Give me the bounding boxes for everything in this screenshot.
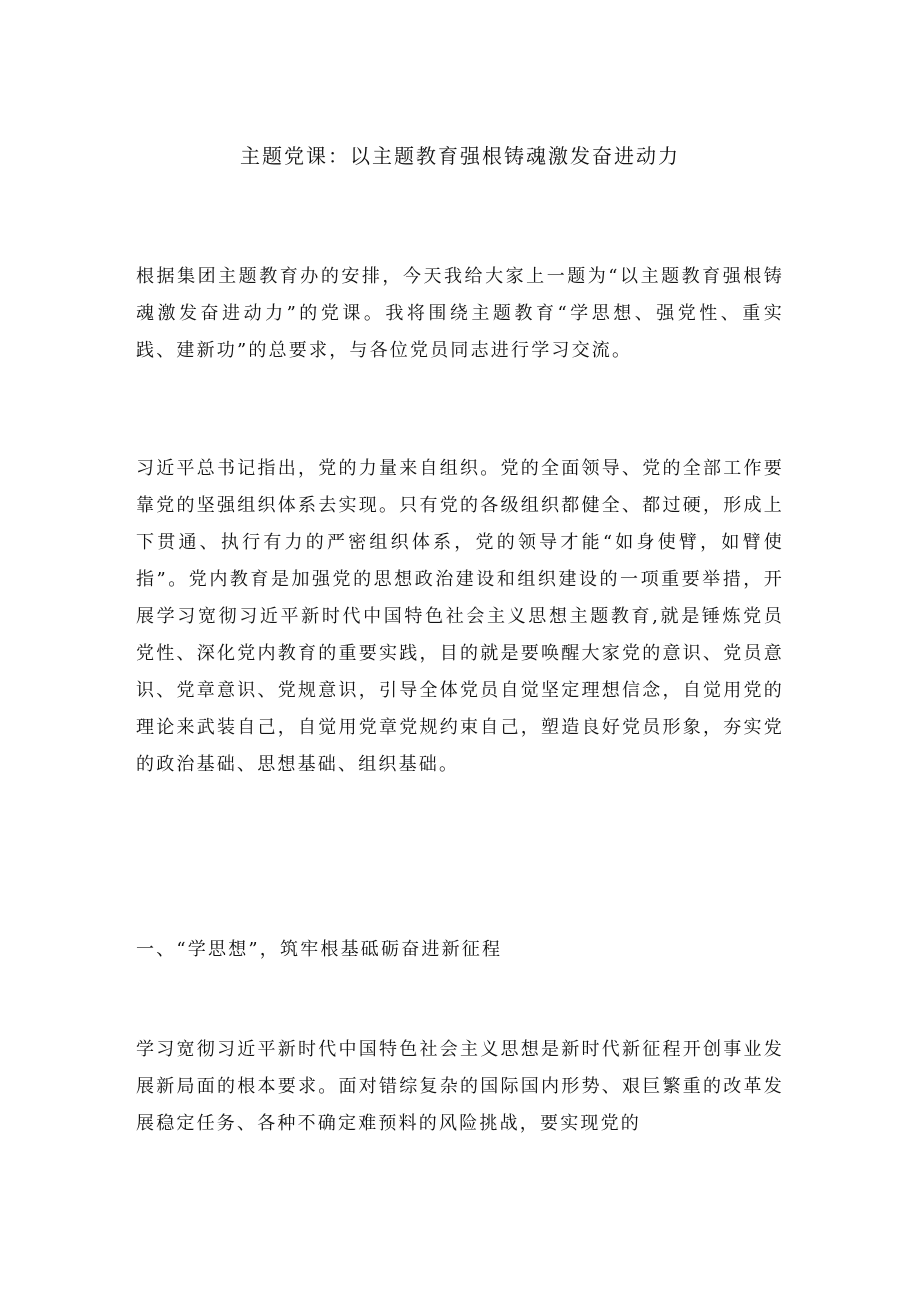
intro-paragraph: 根据集团主题教育办的安排，今天我给大家上一题为“以主题教育强根铸魂激发奋进动力”的党课。我将围绕主题教育“学思想、强党性、重实践、建新功”的总要求，与各位党员同志进行学习交流。 <box>136 266 784 361</box>
document-title: 主题党课：以主题教育强根铸魂激发奋进动力 <box>240 144 680 168</box>
section-heading: 一、“学思想”，筑牢根基砥砺奋进新征程 <box>136 939 503 960</box>
body-paragraph: 习近平总书记指出，党的力量来自组织。党的全面领导、党的全部工作要靠党的坚强组织体系去实现。只有党的各级组织都健全、都过硬，形成上下贯通、执行有力的严密组织体系，党的领导才能“如身使臂，如臂使指”。党内教育是加强党的思想政治建设和组织建设的一项重要举措，开展学习宽彻习近平新时代中国特色社会主义思想主题教育,就是锤炼党员党性、深化党内教育的重要实践，目的就是要唤醒大家党的意识、党员意识、党章意识、党规意识，引导全体党员自觉坚定理想信念，自觉用党的理论来武装自己，自觉用党章党规约束自己，塑造良好党员形象，夯实党的政治基础、思想基础、组织基础。 <box>136 458 784 775</box>
section-paragraph: 学习宽彻习近平新时代中国特色社会主义思想是新时代新征程开创事业发展新局面的根本要求。面对错综复杂的国际国内形势、艰巨繁重的改革发展稳定任务、各种不确定难预料的风险挑战，要实现党的 <box>136 1039 784 1134</box>
